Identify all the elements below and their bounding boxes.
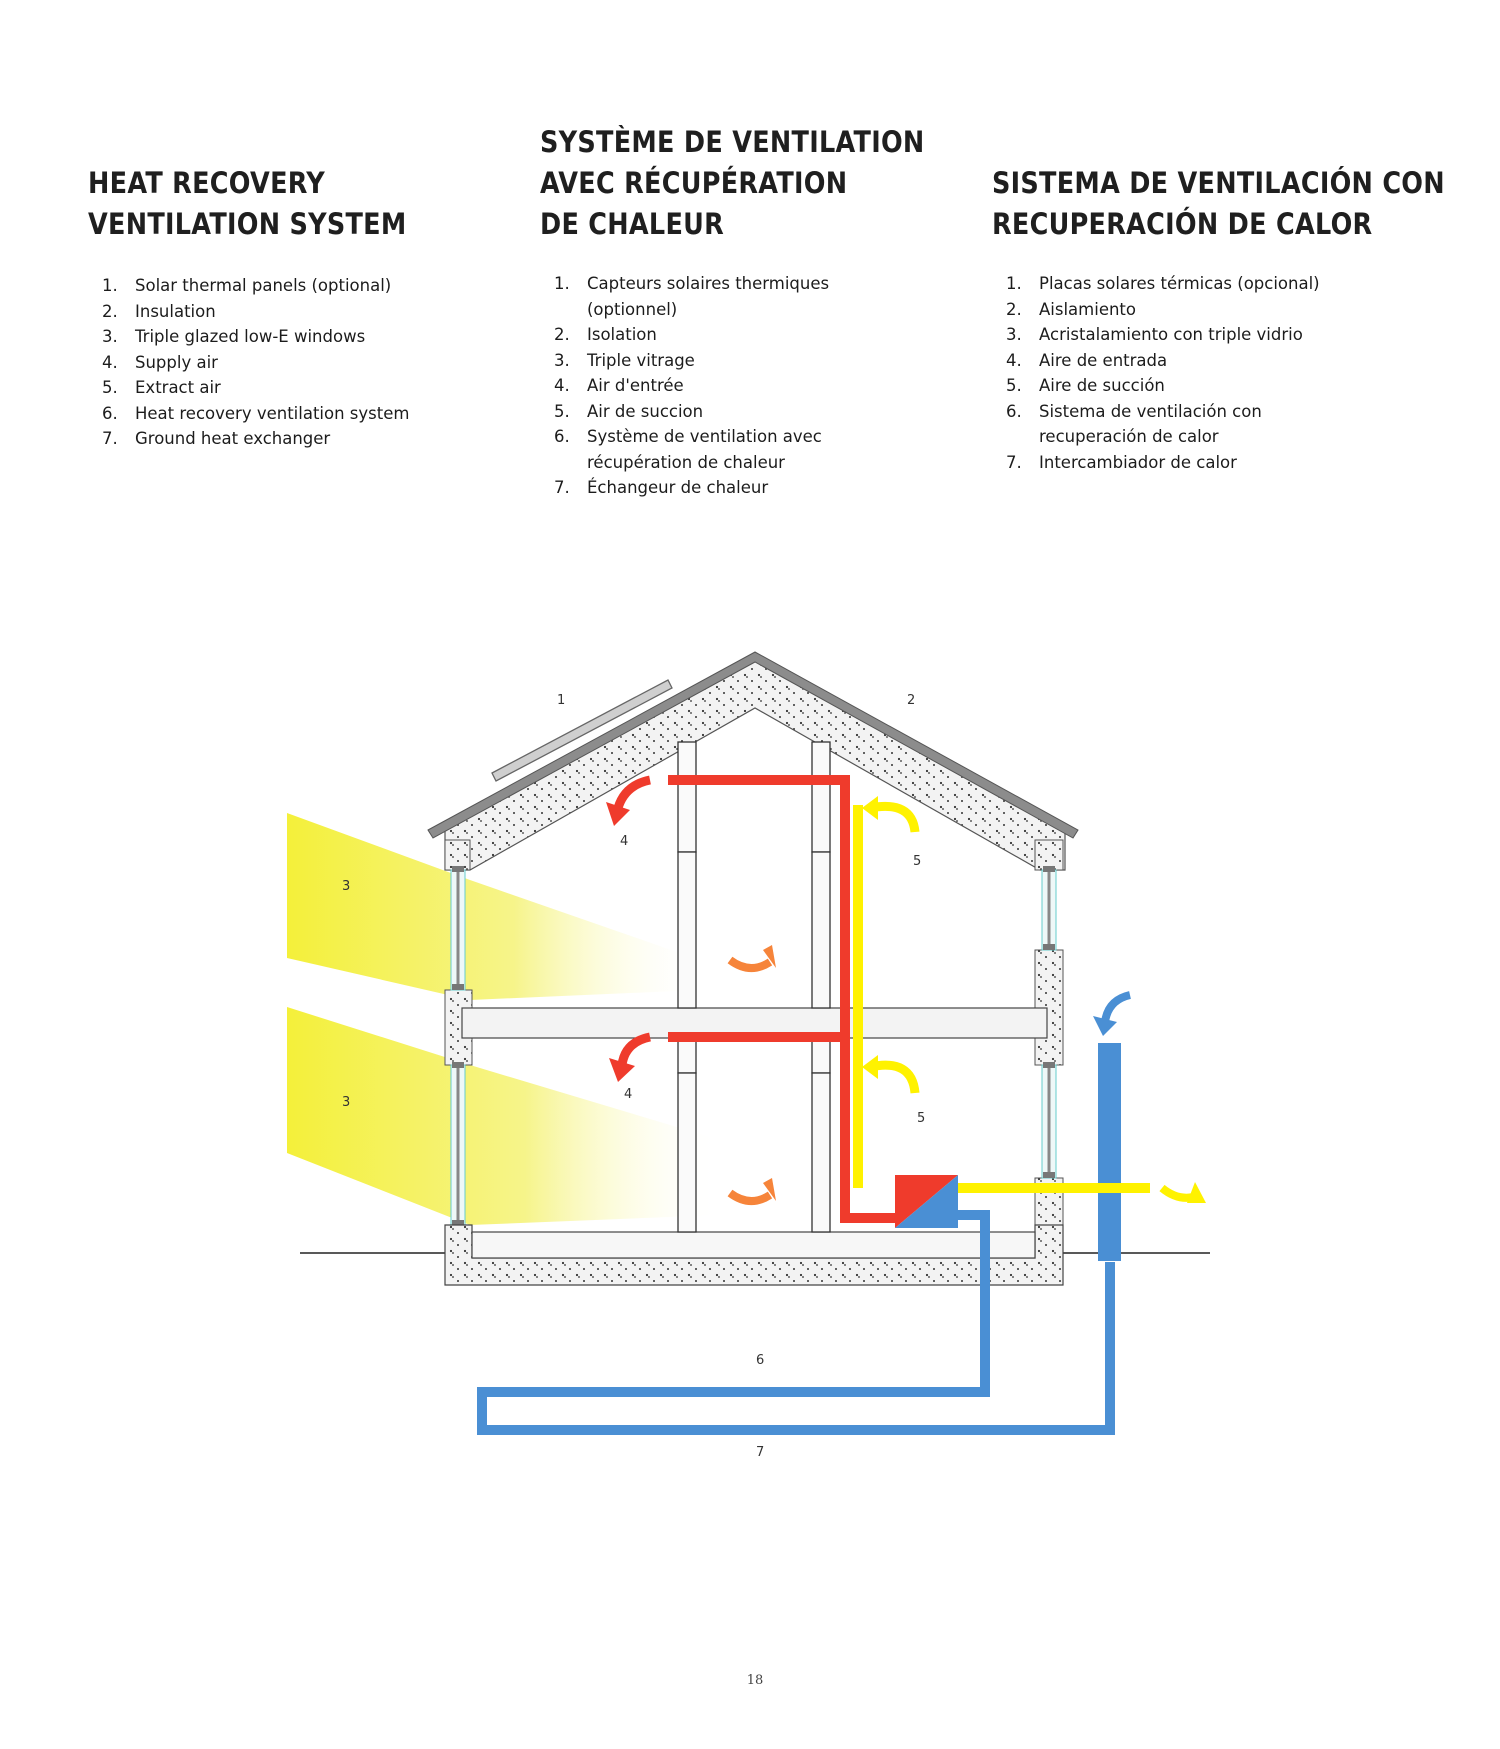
title-spanish: [992, 163, 1445, 245]
item-text: Isolation: [587, 325, 657, 344]
item-number: 1.: [1006, 274, 1022, 293]
label-hrv: 6: [756, 1353, 765, 1368]
item-number: 4.: [1006, 350, 1022, 370]
item-text: Intercambiador de calor: [1039, 452, 1237, 472]
list-item: [88, 350, 488, 376]
fresh-air-intake-column: [1098, 1043, 1121, 1261]
label-ground-exchanger: 7: [756, 1445, 765, 1460]
list-item: [88, 273, 488, 299]
column-spanish: [992, 163, 1445, 475]
item-number: 3.: [1006, 325, 1022, 344]
title-spanish-line1: SISTEMA DE VENTILACIÓN CON: [992, 166, 1445, 200]
sunlight-beam-lower: [287, 1007, 720, 1225]
list-item: [992, 297, 1352, 323]
item-text: Ground heat exchanger: [135, 429, 331, 448]
left-wall-top: [445, 840, 470, 870]
item-text: Extract air: [135, 378, 221, 397]
item-number: 4.: [102, 352, 118, 372]
extract-arrow-lower: [862, 1055, 915, 1093]
item-number: 3.: [102, 327, 118, 346]
list-item: [88, 426, 488, 452]
list-item: [88, 324, 488, 350]
list-item: [992, 348, 1352, 374]
label-window-lower: 3: [342, 1095, 351, 1110]
roof-insulation: [445, 655, 1065, 870]
item-text: Système de ventilation avec récupération de chaleur: [587, 427, 822, 472]
item-number: 1.: [102, 276, 118, 295]
window-left-lower: [451, 1062, 465, 1226]
item-number: 6.: [102, 403, 118, 423]
list-item: [540, 348, 880, 374]
list-item: [992, 399, 1352, 450]
intake-arrow-outside: [1093, 995, 1130, 1036]
label-extract-upper: 5: [913, 854, 922, 869]
item-number: 7.: [102, 429, 118, 448]
item-number: 5.: [1006, 376, 1022, 395]
item-number: 3.: [554, 350, 570, 370]
item-number: 1.: [554, 274, 570, 293]
window-right-upper: [1042, 866, 1056, 950]
label-solar-panel: 1: [557, 693, 566, 708]
item-text: Insulation: [135, 301, 216, 321]
item-number: 5.: [102, 378, 118, 397]
list-item: [540, 373, 880, 399]
hrv-to-ground-duct: [958, 1215, 985, 1225]
title-english-line1: HEAT RECOVERY: [88, 166, 326, 200]
item-number: 5.: [554, 401, 570, 421]
house-ventilation-diagram: [0, 600, 1500, 1500]
item-text: Aire de succión: [1039, 376, 1165, 395]
item-text: Capteurs solaires thermiques (optionnel): [587, 274, 830, 319]
title-english: [88, 163, 440, 245]
list-item: [540, 475, 880, 501]
title-english-line2: VENTILATION SYSTEM: [88, 207, 407, 241]
label-insulation: 2: [907, 693, 916, 708]
window-right-lower: [1042, 1062, 1056, 1178]
list-item: [540, 322, 880, 348]
item-text: Sistema de ventilación con recuperación de calor: [1039, 401, 1262, 446]
label-supply-lower: 4: [624, 1087, 633, 1102]
item-text: Triple vitrage: [587, 350, 695, 370]
supply-arrow-lower: [609, 1037, 650, 1082]
window-left-upper: [451, 866, 465, 990]
warm-air-arrow-upper: [730, 945, 776, 968]
label-window-upper: 3: [342, 879, 351, 894]
item-text: Air d'entrée: [587, 376, 684, 395]
title-french-line3: DE CHALEUR: [540, 207, 725, 241]
item-text: Triple glazed low-E windows: [135, 327, 366, 346]
legend-list-english: [88, 273, 488, 452]
hrv-unit: [895, 1175, 958, 1228]
item-number: 6.: [1006, 401, 1022, 421]
list-item: [992, 373, 1352, 399]
item-number: 2.: [1006, 299, 1022, 319]
item-number: 7.: [554, 478, 570, 497]
list-item: [88, 299, 488, 325]
legend-list-spanish: [992, 271, 1352, 475]
item-number: 2.: [554, 325, 570, 344]
list-item: [540, 424, 880, 475]
item-number: 4.: [554, 376, 570, 395]
right-wall-top: [1035, 840, 1063, 870]
item-text: Solar thermal panels (optional): [135, 276, 392, 295]
title-french-line1: SYSTÈME DE VENTILATION: [540, 125, 925, 159]
item-text: Air de succion: [587, 401, 704, 421]
item-number: 7.: [1006, 452, 1022, 472]
item-number: 6.: [554, 427, 570, 446]
list-item: [992, 322, 1352, 348]
list-item: [540, 399, 880, 425]
warm-air-arrow-lower: [730, 1178, 776, 1201]
item-text: Aislamiento: [1039, 299, 1136, 319]
page-number: 18: [746, 1673, 764, 1688]
list-item: [992, 271, 1352, 297]
exhaust-arrow-outside: [1162, 1182, 1206, 1203]
column-french: [540, 122, 940, 501]
title-french: [540, 122, 925, 245]
item-text: Aire de entrada: [1039, 350, 1168, 370]
ground-floor: [472, 1232, 1035, 1258]
title-spanish-line2: RECUPERACIÓN DE CALOR: [992, 207, 1373, 241]
extract-arrow-upper: [862, 796, 915, 832]
title-french-line2: AVEC RÉCUPÉRATION: [540, 166, 848, 200]
item-number: 2.: [102, 301, 118, 321]
item-text: Supply air: [135, 352, 218, 372]
list-item: [88, 401, 488, 427]
item-text: Placas solares térmicas (opcional): [1039, 274, 1320, 293]
item-text: Heat recovery ventilation system: [135, 403, 410, 423]
list-item: [992, 450, 1352, 476]
item-text: Acristalamiento con triple vidrio: [1039, 325, 1303, 344]
list-item: [540, 271, 880, 322]
label-supply-upper: 4: [620, 834, 629, 849]
list-item: [88, 375, 488, 401]
item-text: Échangeur de chaleur: [587, 478, 769, 497]
column-english: [88, 163, 488, 452]
label-extract-lower: 5: [917, 1111, 926, 1126]
legend-list-french: [540, 271, 880, 501]
